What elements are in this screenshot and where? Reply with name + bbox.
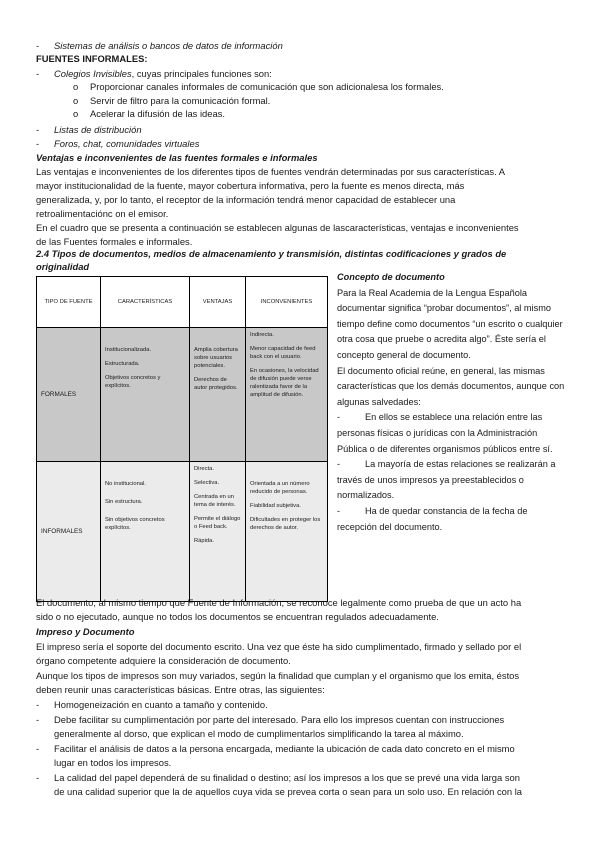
table-cell (190, 328, 246, 462)
concepto-list-item (337, 410, 567, 457)
list-item-foros: Foros, chat, comunidades virtuales (54, 138, 200, 149)
concepto-section (337, 270, 567, 535)
table-cell (101, 328, 190, 462)
cell-text: Menor capacidad de feed back con el usuario. (250, 346, 316, 360)
cell-text: Sin objetivos concretos explícitos. (105, 517, 165, 531)
table-row-informales (37, 462, 328, 602)
paragraph-line: deben reunir unas características básicas. Entre otras, las siguientes: (36, 684, 325, 695)
table-header-cell: TIPO DE FUENTE (37, 277, 101, 328)
heading-fuentes-informales: FUENTES INFORMALES: (36, 53, 148, 64)
paragraph-line: retroalimentaciónc on el emisor. (36, 208, 169, 219)
cell-text: Sin estructura. (105, 499, 143, 505)
table-cell (246, 462, 328, 602)
list-dash: - (36, 699, 40, 710)
cell-text: Orientada a un número reducido de personas. (250, 481, 310, 495)
cell-text: En ocasiones, la velocidad de difusión puede verse ralentizada favor de la amplitud de difusión. (250, 368, 319, 398)
cell-text: Fiabilidad subjetiva. (250, 503, 301, 509)
concepto-list-item (337, 504, 567, 535)
heading-impreso: Impreso y Documento (36, 626, 135, 637)
list-item-colegios (54, 67, 272, 80)
list-dash: - (337, 412, 341, 423)
list-dash: - (337, 505, 341, 516)
table-cell (246, 328, 328, 462)
list-dash: - (36, 138, 40, 149)
fuentes-comparison-table (36, 276, 328, 602)
list-dash: - (337, 459, 341, 470)
sub-bullet: o (73, 108, 79, 119)
list-item: Facilitar el análisis de datos a la persona encargada, mediante la ubicación de cada dato concreto en el mismo (54, 743, 515, 754)
list-item-cont: lugar en todos los impresos. (54, 757, 172, 768)
cell-text: Centrada en un tema de interés. (194, 494, 236, 508)
paragraph-line: sido o no ejecutado, aunque no todos los documentos se encuentran regulados adecuadamente. (36, 611, 439, 622)
paragraph-line: mayor institucionalidad de la fuente, mayor cobertura informativa, pero la fuente es menos directa, más (36, 180, 465, 191)
cell-text: Dificultades en proteger los derechos de autor. (250, 517, 321, 531)
paragraph-line: Las ventajas e inconvenientes de los diferentes tipos de fuentes vendrán determinadas por sus características. A (36, 166, 506, 177)
list-dash: - (36, 124, 40, 135)
heading-section-2-4: 2.4 Tipos de documentos, medios de almacenamiento y transmisión, distintas codificaciones y grados de (36, 248, 507, 259)
paragraph-line: El documento, al mismo tiempo que Fuente de Información, se reconoce legalmente como prueba de que un acto ha (36, 597, 522, 608)
concepto-item-text: La mayoría de estas relaciones se realizarán a través de unos impresos ya preestablecidos o normalizados. (337, 459, 556, 501)
concepto-item-text: Ha de quedar constancia de la fecha de recepción del documento. (337, 505, 528, 532)
heading-concepto: Concepto de documento (337, 272, 445, 282)
cell-text: Institucionalizada. (105, 347, 152, 353)
cell-text: Directa. (194, 466, 214, 472)
sub-bullet: o (73, 95, 79, 106)
cell-text: Estructurada. (105, 361, 140, 367)
list-item: Debe facilitar su cumplimentación por parte del interesado. Para ello los impresos cuentan con instrucciones (54, 714, 505, 725)
paragraph-line: generalizada, y, por lo tanto, el receptor de la información tendrá menor capacidad de establecer una (36, 194, 456, 205)
paragraph-line: de las Fuentes formales e informales. (36, 236, 193, 247)
cell-text: Permite el diálogo o Feed back. (194, 516, 241, 530)
list-dash: - (36, 68, 40, 79)
sub-item: Servir de filtro para la comunicación formal. (90, 95, 271, 106)
paragraph-line: En el cuadro que se presenta a continuación se establecen algunas de lascaracterísticas, ventajas e inconvenientes (36, 222, 519, 233)
sub-item: Acelerar la difusión de las ideas. (90, 108, 225, 119)
sub-bullet: o (73, 81, 79, 92)
cell-text: No institucional. (105, 481, 146, 487)
list-item-cont: generalmente al dorso, que explican el modo de cumplimentarlos simplificando la tarea al máximo. (54, 728, 464, 739)
paragraph-line: El impreso sería el soporte del documento escrito. Una vez que éste ha sido cumplimentado, firmado y sellado por el (36, 641, 522, 652)
table-header-row (37, 277, 328, 328)
paragraph-line: Aunque los tipos de impresos son muy variados, según la finalidad que cumplan y el organismo que los emita, éstos (36, 670, 520, 681)
table-header-cell: CARACTERÍSTICAS (101, 277, 190, 328)
concepto-item-text: En ellos se establece una relación entre las personas físicas o jurídicas con la Administración Pública o de diferentes organismos públicos entre sí. (337, 412, 553, 454)
heading-ventajas: Ventajas e inconvenientes de las fuentes formales e informales (36, 152, 318, 163)
cell-text: Indirecta. (250, 332, 274, 338)
list-item: La calidad del papel dependerá de su finalidad o destino; así los impresos a los que se prevé una vida larga son (54, 772, 520, 783)
table-cell (101, 462, 190, 602)
colegios-invisibles-term: Colegios Invisibles (54, 68, 132, 79)
colegios-rest: , cuyas principales funciones son: (131, 68, 272, 79)
table-cell (190, 462, 246, 602)
list-dash: - (36, 743, 40, 754)
table-header-cell: VENTAJAS (190, 277, 246, 328)
concepto-list-item (337, 457, 567, 504)
row-label: FORMALES (37, 328, 101, 462)
cell-text: Selectiva. (194, 480, 220, 486)
cell-text: Amplia cobertura sobre usuarios potenciales. (194, 347, 238, 369)
sub-item: Proporcionar canales informales de comunicación que son adicionalesa los formales. (90, 81, 444, 92)
table-row-formales (37, 328, 328, 462)
table-header-cell: INCONVENIENTES (246, 277, 328, 328)
concepto-paragraph: El documento oficial reúne, en general, las mismas características que los demás documentos, aunque con algunas salvedades: (337, 365, 565, 407)
heading-section-2-4-cont: originalidad (36, 261, 90, 272)
cell-text: Objetivos concretos y explícitos. (105, 375, 161, 389)
list-item-sistemas: Sistemas de análisis o bancos de datos de información (54, 40, 283, 51)
list-item: Homogeneización en cuanto a tamaño y contenido. (54, 699, 268, 710)
cell-text: Derechos de autor protegidos. (194, 377, 238, 391)
cell-text: Rápida. (194, 538, 214, 544)
row-label: INFORMALES (37, 462, 101, 602)
list-dash: - (36, 714, 40, 725)
list-dash: - (36, 40, 40, 51)
paragraph-line: órgano competente adquiere la consideración de documento. (36, 655, 291, 666)
list-item-cont: de una calidad superior que la de aquellos cuya vida se prevea corta o sean para un solo uso. En relación con la (54, 786, 523, 797)
list-dash: - (36, 772, 40, 783)
list-item-listas: Listas de distribución (54, 124, 142, 135)
concepto-paragraph: Para la Real Academia de la Lengua Española documentar significa “probar documentos”, al mismo tiempo define como documentos “un escrito o cualquier otra cosa que pruebe o acredita algo”. Éste sería el concepto general de documento. (337, 287, 563, 360)
